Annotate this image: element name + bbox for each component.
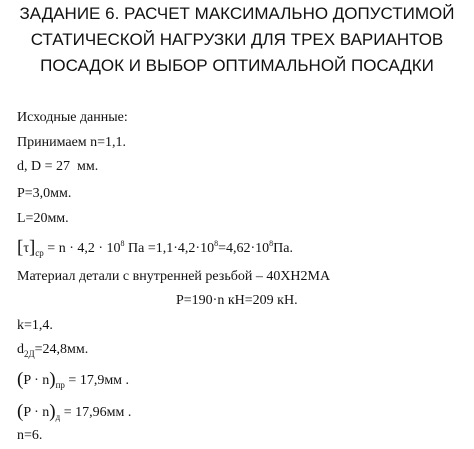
d2d-value: =24,8мм.	[34, 342, 89, 357]
pn-d-subscript: д	[55, 412, 61, 422]
stress-exp-a: 8	[120, 239, 125, 248]
diameter-vars: d, D	[17, 159, 42, 174]
diameter-line	[17, 159, 98, 175]
n-final-line: n=6.	[17, 428, 43, 443]
stress-unit-a: Па =1,1·4,2·10	[124, 241, 215, 256]
pn-d-line	[17, 400, 131, 422]
pn-pr-end: .	[122, 373, 130, 388]
pn-pr-value: = 17,9мм	[64, 373, 123, 388]
paren-left: (	[17, 401, 24, 422]
diameter-unit: мм.	[73, 159, 99, 174]
pitch-line: P=3,0мм.	[17, 186, 72, 201]
pn-pr-line	[17, 368, 129, 390]
pn-d-expr: P · n	[23, 405, 50, 420]
bracket-right: ]	[28, 237, 36, 258]
k-line: k=1,4.	[17, 318, 53, 333]
accept-n-line: Принимаем n=1,1.	[17, 135, 127, 150]
pn-pr-expr: P · n	[23, 373, 50, 388]
force-line: P=190·n кН=209 кН.	[176, 293, 298, 308]
pn-pr-subscript: пр	[55, 380, 65, 390]
stress-unit-c: Па.	[273, 241, 293, 256]
d2d-line	[17, 342, 88, 358]
tau-subscript: ср	[35, 248, 44, 258]
stress-mid: =4,62·10	[218, 241, 270, 256]
tau-symbol: τ	[23, 241, 29, 256]
paren-right: )	[49, 401, 56, 422]
title-line-1: ЗАДАНИЕ 6. РАСЧЕТ МАКСИМАЛЬНО ДОПУСТИМОЙ	[19, 4, 455, 23]
pn-d-end: .	[124, 405, 132, 420]
stress-exp-b: 8	[214, 239, 219, 248]
length-line: L=20мм.	[17, 211, 69, 226]
paren-right: )	[49, 369, 56, 390]
paren-left: (	[17, 369, 24, 390]
stress-formula-a: = n · 4,2 · 10	[43, 241, 121, 256]
initial-data-label: Исходные данные:	[17, 110, 128, 125]
stress-exp-c: 8	[269, 239, 274, 248]
title-line-2: СТАТИЧЕСКОЙ НАГРУЗКИ ДЛЯ ТРЕХ ВАРИАНТОВ	[30, 30, 444, 49]
title-line-3: ПОСАДОК И ВЫБОР ОПТИМАЛЬНОЙ ПОСАДКИ	[40, 56, 434, 75]
stress-formula-line	[17, 236, 293, 258]
pn-d-value: = 17,96мм	[60, 405, 125, 420]
d2d-subscript: 2Д	[24, 349, 35, 359]
diameter-value: = 27	[41, 159, 71, 174]
bracket-left: [	[17, 237, 24, 258]
material-line: Материал детали с внутренней резьбой – 40ХН2МА	[17, 269, 331, 284]
d2d-prefix: d	[17, 342, 24, 357]
